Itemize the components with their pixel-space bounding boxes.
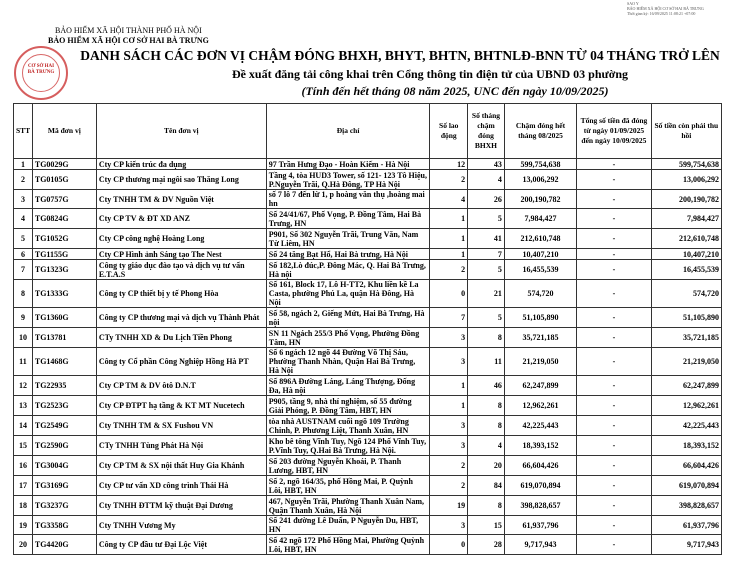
- table-row: [14, 249, 722, 260]
- row-paid: -: [577, 280, 651, 308]
- row-remaining: 13,006,292: [651, 170, 721, 190]
- row-name: Cty CP Hình ảnh Sáng tạo The Nest: [96, 249, 266, 260]
- row-address: Số 182,Lò đúc,P. Đông Mác, Q. Hai Bà Trưng, Hà nội: [266, 260, 430, 280]
- row-address: SN 11 Ngách 255/3 Phố Vọng, Phường Đồng Tâm, HN: [266, 328, 430, 348]
- table-header-row: [14, 104, 722, 159]
- row-months: 20: [468, 456, 505, 476]
- row-workers: 0: [430, 280, 468, 308]
- row-months: 8: [468, 496, 505, 516]
- row-code: TG2549G: [32, 416, 96, 436]
- row-paid: -: [577, 328, 651, 348]
- row-months: 8: [468, 328, 505, 348]
- stamp-text: CƠ SỞ HAI BÀ TRƯNG: [27, 64, 55, 75]
- table-row: [14, 436, 722, 456]
- row-name: Cty CP tư vấn XD công trình Thái Hà: [96, 476, 266, 496]
- row-paid: -: [577, 348, 651, 376]
- row-stt: 6: [14, 249, 33, 260]
- row-workers: 1: [430, 209, 468, 229]
- row-address: Số 42 ngõ 172 Phố Hồng Mai, Phường Quỳnh Lôi, HBT, HN: [266, 535, 430, 555]
- row-remaining: 200,190,782: [651, 190, 721, 209]
- row-paid: -: [577, 190, 651, 209]
- row-name: Công ty CP thiết bị y tế Phong Hòa: [96, 280, 266, 308]
- row-workers: 2: [430, 260, 468, 280]
- row-name: Cty CP thương mại ngôi sao Thăng Long: [96, 170, 266, 190]
- table-row: [14, 376, 722, 396]
- row-name: Cty TNHH TM & SX Fushou VN: [96, 416, 266, 436]
- row-overdue: 16,455,539: [504, 260, 576, 280]
- row-remaining: 42,225,443: [651, 416, 721, 436]
- row-paid: -: [577, 209, 651, 229]
- row-months: 28: [468, 535, 505, 555]
- row-paid: -: [577, 376, 651, 396]
- signature-line-2: BẢO HIỂM XÃ HỘI CƠ SỞ HAI BÀ TRƯNG: [627, 6, 704, 11]
- row-overdue: 51,105,890: [504, 308, 576, 328]
- row-months: 46: [468, 376, 505, 396]
- row-address: Số 58, ngách 2, Giếng Mứt, Hai Bà Trưng, Hà nội: [266, 308, 430, 328]
- row-paid: -: [577, 396, 651, 416]
- row-months: 4: [468, 170, 505, 190]
- row-workers: 12: [430, 159, 468, 170]
- row-workers: 1: [430, 249, 468, 260]
- table-row: [14, 260, 722, 280]
- row-overdue: 599,754,638: [504, 159, 576, 170]
- row-address: Số 203 đường Nguyễn Khoái, P. Thanh Lương, HBT, HN: [266, 456, 430, 476]
- row-months: 11: [468, 348, 505, 376]
- row-workers: 3: [430, 348, 468, 376]
- row-overdue: 18,393,152: [504, 436, 576, 456]
- row-name: Cty CP TM & SX nội thất Huy Gia Khánh: [96, 456, 266, 476]
- row-code: TG3358G: [32, 516, 96, 535]
- table-row: [14, 170, 722, 190]
- col-header-months: Số tháng chậm đóng BHXH: [468, 104, 505, 159]
- row-name: Cty CP ĐTPT hạ tầng & KT MT Nucetech: [96, 396, 266, 416]
- col-header-code: Mã đơn vị: [32, 104, 96, 159]
- row-months: 5: [468, 308, 505, 328]
- document-title: DANH SÁCH CÁC ĐƠN VỊ CHẬM ĐÓNG BHXH, BHYT, BHTN, BHTNLĐ-BNN TỪ 04 THÁNG TRỞ LÊN: [80, 48, 720, 63]
- row-stt: 4: [14, 209, 33, 229]
- row-overdue: 13,006,292: [504, 170, 576, 190]
- row-workers: 1: [430, 229, 468, 249]
- row-overdue: 66,604,426: [504, 456, 576, 476]
- row-overdue: 62,247,899: [504, 376, 576, 396]
- row-stt: 2: [14, 170, 33, 190]
- row-workers: 4: [430, 190, 468, 209]
- row-code: TG0824G: [32, 209, 96, 229]
- org-unit: BẢO HIỂM XÃ HỘI CƠ SỞ HAI BÀ TRƯNG: [48, 36, 209, 45]
- row-remaining: 18,393,152: [651, 436, 721, 456]
- row-address: số 7 lô 7 đến lừ 1, p hoàng văn thụ ,hoàng mai hn: [266, 190, 430, 209]
- signature-line-1: SAO Y: [627, 1, 639, 6]
- row-stt: 5: [14, 229, 33, 249]
- document-subtitle: Đề xuất đăng tải công khai trên Cổng thông tin điện tử của UBND 03 phường: [231, 67, 629, 81]
- row-code: TG13781: [32, 328, 96, 348]
- row-stt: 18: [14, 496, 33, 516]
- row-code: TG1468G: [32, 348, 96, 376]
- row-remaining: 9,717,943: [651, 535, 721, 555]
- row-address: Số 6 ngách 12 ngõ 44 Đường Võ Thị Sáu, Phường Thanh Nhàn, Quận Hai Bà Trưng, Hà Nội: [266, 348, 430, 376]
- row-stt: 16: [14, 456, 33, 476]
- row-overdue: 619,070,894: [504, 476, 576, 496]
- row-overdue: 398,828,657: [504, 496, 576, 516]
- row-overdue: 574,720: [504, 280, 576, 308]
- row-overdue: 212,610,748: [504, 229, 576, 249]
- row-remaining: 61,937,796: [651, 516, 721, 535]
- digital-signature-block: [627, 1, 704, 16]
- row-code: TG2523G: [32, 396, 96, 416]
- table-row: [14, 328, 722, 348]
- row-name: Cty CP kiến trúc đa dụng: [96, 159, 266, 170]
- row-months: 4: [468, 436, 505, 456]
- row-name: Công ty Cổ phần Công Nghiệp Hồng Hà PT: [96, 348, 266, 376]
- row-months: 5: [468, 209, 505, 229]
- row-code: TG22935: [32, 376, 96, 396]
- row-remaining: 66,604,426: [651, 456, 721, 476]
- signature-line-3: Thời gian ký: 16/09/2025 11:08:21 +07:00: [627, 11, 696, 16]
- row-remaining: 51,105,890: [651, 308, 721, 328]
- row-stt: 19: [14, 516, 33, 535]
- row-stt: 10: [14, 328, 33, 348]
- row-remaining: 16,455,539: [651, 260, 721, 280]
- row-months: 5: [468, 260, 505, 280]
- row-paid: -: [577, 159, 651, 170]
- row-remaining: 7,984,427: [651, 209, 721, 229]
- row-address: Số 896A Đường Láng, Láng Thượng, Đống Đa, Hà nội: [266, 376, 430, 396]
- document-period: (Tính đến hết tháng 08 năm 2025, UNC đến ngày 10/09/2025): [301, 84, 609, 98]
- row-remaining: 62,247,899: [651, 376, 721, 396]
- row-remaining: 599,754,638: [651, 159, 721, 170]
- table-row: [14, 396, 722, 416]
- row-address: P901, Số 302 Nguyễn Trãi, Trung Văn, Nam Từ Liêm, HN: [266, 229, 430, 249]
- row-paid: -: [577, 249, 651, 260]
- col-header-address: Địa chỉ: [266, 104, 430, 159]
- row-code: TG1155G: [32, 249, 96, 260]
- row-stt: 11: [14, 348, 33, 376]
- row-name: Cty TNHH TM & DV Nguồn Việt: [96, 190, 266, 209]
- row-months: 21: [468, 280, 505, 308]
- row-name: Cty TNHH ĐTTM kỹ thuật Đại Dương: [96, 496, 266, 516]
- col-header-overdue: Chậm đóng hết tháng 08/2025: [504, 104, 576, 159]
- row-stt: 12: [14, 376, 33, 396]
- row-address: Kho bê tông Vĩnh Tuy, Ngõ 124 Phố Vĩnh Tuy, P.Vĩnh Tuy, Q.Hai Bà Trưng, Hà Nội.: [266, 436, 430, 456]
- row-workers: 3: [430, 516, 468, 535]
- row-address: Số 2, ngõ 164/35, phố Hồng Mai, P. Quỳnh Lôi, HBT, HN: [266, 476, 430, 496]
- row-address: P905, tầng 9, nhà thí nghiệm, số 55 đường Giải Phóng, P. Đồng Tâm, HBT, HN: [266, 396, 430, 416]
- row-months: 8: [468, 396, 505, 416]
- row-months: 26: [468, 190, 505, 209]
- row-workers: 19: [430, 496, 468, 516]
- row-workers: 2: [430, 170, 468, 190]
- col-header-stt: STT: [14, 104, 33, 159]
- row-overdue: 42,225,443: [504, 416, 576, 436]
- row-workers: 2: [430, 456, 468, 476]
- row-overdue: 9,717,943: [504, 535, 576, 555]
- row-address: Tầng 4, tòa HUD3 Tower, số 121- 123 Tô Hiệu, P.Nguyễn Trãi, Q.Hà Đông, TP Hà Nội: [266, 170, 430, 190]
- row-paid: -: [577, 456, 651, 476]
- row-address: Số 161, Block 17, Lô H-TT2, Khu liền kề La Casta, phường Phú La, quận Hà Đông, Hà Nội: [266, 280, 430, 308]
- row-address: 97 Trần Hưng Đạo - Hoàn Kiếm - Hà Nội: [266, 159, 430, 170]
- row-stt: 7: [14, 260, 33, 280]
- row-stt: 9: [14, 308, 33, 328]
- row-stt: 3: [14, 190, 33, 209]
- row-remaining: 10,407,210: [651, 249, 721, 260]
- table-row: [14, 308, 722, 328]
- row-overdue: 12,962,261: [504, 396, 576, 416]
- row-workers: 7: [430, 308, 468, 328]
- row-remaining: 35,721,185: [651, 328, 721, 348]
- row-code: TG0029G: [32, 159, 96, 170]
- row-overdue: 10,407,210: [504, 249, 576, 260]
- row-name: Công ty CP đầu tư Đại Lộc Việt: [96, 535, 266, 555]
- row-name: Cty CP công nghệ Hoàng Long: [96, 229, 266, 249]
- row-workers: 0: [430, 535, 468, 555]
- row-name: Công ty CP thương mại và dịch vụ Thành Phát: [96, 308, 266, 328]
- row-paid: -: [577, 170, 651, 190]
- org-parent: BẢO HIỂM XÃ HỘI THÀNH PHỐ HÀ NỘI: [55, 26, 202, 35]
- row-workers: 3: [430, 328, 468, 348]
- table-row: [14, 280, 722, 308]
- overdue-units-table: [13, 103, 722, 555]
- row-code: TG4420G: [32, 535, 96, 555]
- row-code: TG1360G: [32, 308, 96, 328]
- row-stt: 17: [14, 476, 33, 496]
- row-code: TG3169G: [32, 476, 96, 496]
- row-months: 43: [468, 159, 505, 170]
- table-row: [14, 159, 722, 170]
- row-overdue: 7,984,427: [504, 209, 576, 229]
- row-overdue: 21,219,050: [504, 348, 576, 376]
- row-workers: 3: [430, 416, 468, 436]
- row-paid: -: [577, 229, 651, 249]
- row-paid: -: [577, 535, 651, 555]
- row-code: TG1333G: [32, 280, 96, 308]
- row-overdue: 200,190,782: [504, 190, 576, 209]
- col-header-paid: Tổng số tiền đã đóng từ ngày 01/09/2025 đến ngày 10/09/2025: [577, 104, 651, 159]
- row-code: TG0105G: [32, 170, 96, 190]
- row-paid: -: [577, 260, 651, 280]
- table-row: [14, 190, 722, 209]
- row-address: Số 24/41/67, Phố Vọng, P. Đồng Tâm, Hai Bà Trưng, HN: [266, 209, 430, 229]
- row-remaining: 212,610,748: [651, 229, 721, 249]
- row-stt: 14: [14, 416, 33, 436]
- row-months: 41: [468, 229, 505, 249]
- row-remaining: 21,219,050: [651, 348, 721, 376]
- table-row: [14, 496, 722, 516]
- row-name: CTy TNHH Tùng Phát Hà Nội: [96, 436, 266, 456]
- table-row: [14, 535, 722, 555]
- col-header-workers: Số lao động: [430, 104, 468, 159]
- table-row: [14, 209, 722, 229]
- row-remaining: 12,962,261: [651, 396, 721, 416]
- row-name: Công ty giáo dục đào tạo và dịch vụ tư vấn E.T.A.S: [96, 260, 266, 280]
- row-stt: 1: [14, 159, 33, 170]
- table-row: [14, 229, 722, 249]
- row-paid: -: [577, 436, 651, 456]
- row-workers: 3: [430, 436, 468, 456]
- col-header-remaining: Số tiền còn phải thu hồi: [651, 104, 721, 159]
- row-paid: -: [577, 416, 651, 436]
- row-months: 15: [468, 516, 505, 535]
- row-overdue: 61,937,796: [504, 516, 576, 535]
- row-paid: -: [577, 308, 651, 328]
- row-months: 7: [468, 249, 505, 260]
- row-overdue: 35,721,185: [504, 328, 576, 348]
- row-workers: 1: [430, 376, 468, 396]
- row-code: TG3004G: [32, 456, 96, 476]
- row-stt: 8: [14, 280, 33, 308]
- row-remaining: 619,070,894: [651, 476, 721, 496]
- row-code: TG1323G: [32, 260, 96, 280]
- row-workers: 1: [430, 396, 468, 416]
- table-row: [14, 416, 722, 436]
- row-address: tòa nhà AUSTNAM cuối ngõ 109 Trường Chinh, P. Phương Liệt, Thanh Xuân, HN: [266, 416, 430, 436]
- table-row: [14, 516, 722, 535]
- row-name: Cty CP TV & ĐT XD ANZ: [96, 209, 266, 229]
- table-row: [14, 476, 722, 496]
- row-stt: 13: [14, 396, 33, 416]
- row-code: TG2590G: [32, 436, 96, 456]
- row-paid: -: [577, 476, 651, 496]
- row-address: Số 24 tăng Bạt Hổ, Hai Bà trưng, Hà Nội: [266, 249, 430, 260]
- row-remaining: 398,828,657: [651, 496, 721, 516]
- row-months: 8: [468, 416, 505, 436]
- row-code: TG1052G: [32, 229, 96, 249]
- col-header-name: Tên đơn vị: [96, 104, 266, 159]
- row-name: CTy TNHH XD & Du Lịch Tiền Phong: [96, 328, 266, 348]
- row-name: Cty TNHH Vương My: [96, 516, 266, 535]
- row-months: 84: [468, 476, 505, 496]
- row-paid: -: [577, 496, 651, 516]
- row-stt: 20: [14, 535, 33, 555]
- row-remaining: 574,720: [651, 280, 721, 308]
- row-code: TG0757G: [32, 190, 96, 209]
- row-name: Cty CP TM & DV ôtô D.N.T: [96, 376, 266, 396]
- table-row: [14, 348, 722, 376]
- row-stt: 15: [14, 436, 33, 456]
- row-address: Số 241 đường Lê Duẩn, P Nguyễn Du, HBT, HN: [266, 516, 430, 535]
- row-address: 467, Nguyễn Trãi, Phường Thanh Xuân Nam, Quận Thanh Xuân, Hà Nội: [266, 496, 430, 516]
- row-paid: -: [577, 516, 651, 535]
- table-row: [14, 456, 722, 476]
- row-workers: 2: [430, 476, 468, 496]
- row-code: TG3237G: [32, 496, 96, 516]
